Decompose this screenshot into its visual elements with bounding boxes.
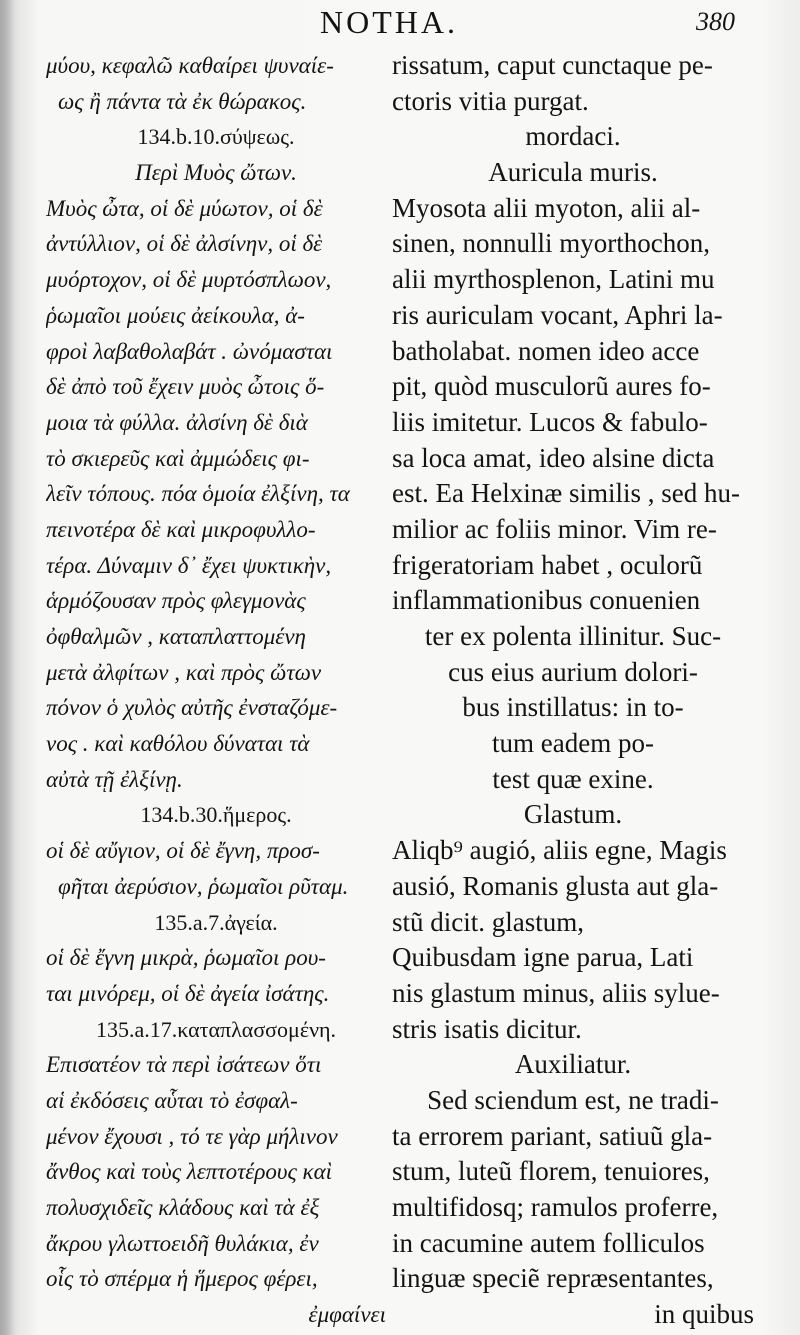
greek-text-line: πολυσχιδεῖς κλάδους καὶ τὰ ἐξ	[46, 1195, 320, 1220]
greek-text-line: οἱ δὲ αὔγιον, οἱ δὲ ἔγνη, προσ-	[46, 838, 320, 864]
greek-text-line: 135.a.7.ἀγεία.	[154, 909, 278, 935]
latin-text-line: Quibusdam igne parua, Lati	[392, 942, 694, 973]
page-number: 380	[696, 7, 735, 36]
latin-text-line: Myosota alii myoton, alii al-	[392, 192, 701, 223]
greek-text-line: ὀφθαλμῶν , καταπλαττομένη	[46, 624, 306, 649]
latin-text-line: Auricula muris.	[488, 157, 658, 188]
greek-text-line: πεινοτέρα δὲ καὶ μικροφυλλο-	[46, 516, 316, 542]
greek-text-line: οἷς τὸ σπέρμα ἡ ἥμερος φέρει,	[46, 1266, 318, 1292]
latin-text-line: ta errorem pariant, satiuũ gla-	[392, 1120, 713, 1151]
latin-text-line: milior ac foliis minor. Vim re-	[392, 513, 717, 544]
greek-text-line: μένον ἔχουσι , τό τε γὰρ μήλινον	[46, 1123, 338, 1149]
greek-text-line: ως ἢ πάντα τὰ ἐκ θώρακος.	[58, 88, 307, 114]
greek-text-line: Περὶ Μυὸς ὤτων.	[135, 160, 297, 186]
latin-text-line: ter ex polenta illinitur. Suc-	[424, 621, 722, 651]
latin-text-line: ctoris vitia purgat.	[392, 85, 589, 116]
latin-text-line: liis imitetur. Lucos & fabulo-	[392, 406, 708, 437]
latin-text-line: in cacumine autem folliculos	[392, 1227, 705, 1258]
latin-text-line: Glastum.	[523, 799, 623, 830]
greek-text-line: 135.a.17.καταπλασσομένη.	[95, 1016, 337, 1042]
latin-text-line: test quæ exine.	[492, 763, 654, 794]
greek-text-line: 134.b.30.ἥμερος.	[140, 802, 292, 828]
latin-text-line: tum eadem po-	[492, 728, 654, 759]
latin-text-line: alii myrthosplenon, Latini mu	[392, 264, 715, 295]
greek-text-line: ἐμφαίνει	[308, 1302, 386, 1328]
latin-text-line: Auxiliatur.	[514, 1049, 632, 1080]
greek-text-line: ῥωμαῖοι μούεις ἀείκουλα, ἀ-	[46, 302, 305, 328]
greek-text-line: φῆται ἀερύσιον, ῥωμαῖοι ρῦταμ.	[58, 873, 349, 899]
latin-text-line: ris auriculam vocant, Aphri la-	[392, 299, 723, 330]
greek-text-line: ἁρμόζουσαν πρὸς φλεγμονὰς	[46, 588, 306, 614]
greek-text-column	[46, 48, 386, 1333]
greek-text-line: 134.b.10.σύψεως.	[137, 124, 295, 150]
latin-text-line: stum, luteũ florem, tenuiores,	[392, 1156, 710, 1187]
greek-text-line: μυόρτοχον, οἱ δὲ μυρτόσπλωον,	[46, 267, 332, 293]
running-title: NOTHA.	[320, 4, 458, 40]
latin-text-line: nis glastum minus, aliis sylue-	[392, 977, 720, 1008]
latin-text-line: bus instillatus: in to-	[462, 692, 684, 723]
latin-text-line: linguæ speciẽ repræsentantes,	[392, 1263, 714, 1294]
greek-text-line: αὐτὰ τῇ ἐλξίνῃ.	[46, 766, 183, 792]
greek-text-line: αἱ ἐκδόσεις αὗται τὸ ἐσφαλ-	[46, 1087, 298, 1113]
greek-text-line: τὸ σκιερεῦς καὶ ἀμμώδεις φι-	[46, 445, 310, 471]
latin-text-line: stris isatis dicitur.	[392, 1013, 582, 1044]
greek-text-line: μετὰ ἀλφίτων , καὶ πρὸς ὤτων	[46, 659, 322, 685]
latin-text-line: stũ dicit. glastum,	[392, 906, 584, 937]
greek-text-line: μοια τὰ φύλλα. ἀλσίνη δὲ διὰ	[46, 409, 308, 435]
latin-text-line: frigeratoriam habet , oculorũ	[392, 549, 703, 580]
latin-text-line: pit, quòd musculorũ aures fo-	[392, 371, 711, 402]
greek-text-line: ἄνθος καὶ τοὺς λεπτοτέρους καὶ	[46, 1159, 333, 1185]
latin-text-line: ausió, Romanis glusta aut gla-	[392, 870, 719, 901]
greek-text-line: νος . καὶ καθόλου δύναται τὰ	[46, 731, 310, 757]
latin-text-line: cus eius aurium dolori-	[448, 656, 698, 687]
greek-text-line: Μυὸς ὦτα, οἱ δὲ μύωτον, οἱ δὲ	[46, 195, 323, 221]
latin-text-line: Sed sciendum est, ne tradi-	[427, 1084, 719, 1115]
latin-text-line: Aliqb⁹ augió, aliis egne, Magis	[392, 835, 727, 866]
greek-text-line: ἀντύλλιον, οἱ δὲ ἀλσίνην, οἱ δὲ	[46, 231, 323, 257]
greek-text-line: πόνον ὁ χυλὸς αὐτῆς ἐνσταζόμε-	[46, 695, 338, 721]
greek-text-line: τέρα. Δύναμιν δ᾽ ἔχει ψυκτικὴν,	[46, 552, 332, 578]
latin-text-line: batholabat. nomen ideo acce	[392, 335, 700, 366]
greek-text-line: ἄκρου γλωττοειδῆ θυλάκια, ἐν	[46, 1230, 319, 1256]
latin-text-line: multifidosq; ramulos proferre,	[392, 1192, 719, 1222]
page-header	[0, 2, 800, 42]
greek-text-line: φροὶ λαβαθολαβάτ . ὠνόμασται	[46, 338, 333, 364]
latin-text-line: mordaci.	[525, 121, 621, 152]
greek-text-line: ται μινόρεμ, οἱ δὲ ἀγεία ἰσάτης.	[46, 980, 330, 1006]
greek-text-line: δὲ ἀπὸ τοῦ ἔχειν μυὸς ὦτοις ὅ-	[46, 374, 325, 400]
latin-text-line: sa loca amat, ideo alsine dicta	[392, 442, 715, 473]
greek-text-line: Επισατέον τὰ περὶ ἰσάτεων ὅτι	[46, 1052, 322, 1078]
gutter-shadow	[0, 0, 14, 1335]
latin-text-line: inflammationibus conuenien	[392, 585, 701, 616]
greek-text-line: μύου, κεφαλῶ καθαίρει ψυναίε-	[46, 53, 334, 78]
latin-text-line: est. Ea Helxinæ similis , sed hu-	[392, 478, 740, 509]
greek-text-line: λεῖν τόπους. πόα ὁμοία ἐλξίνη, τα	[46, 481, 350, 507]
latin-text-line: rissatum, caput cunctaque pe-	[392, 50, 713, 80]
latin-text-column	[392, 48, 754, 1333]
latin-text-line: sinen, nonnulli myorthochon,	[392, 228, 710, 259]
greek-text-line: οἱ δὲ ἔγνη μικρὰ, ῥωμαῖοι ρου-	[46, 945, 326, 971]
latin-text-line: in quibus	[654, 1299, 754, 1330]
